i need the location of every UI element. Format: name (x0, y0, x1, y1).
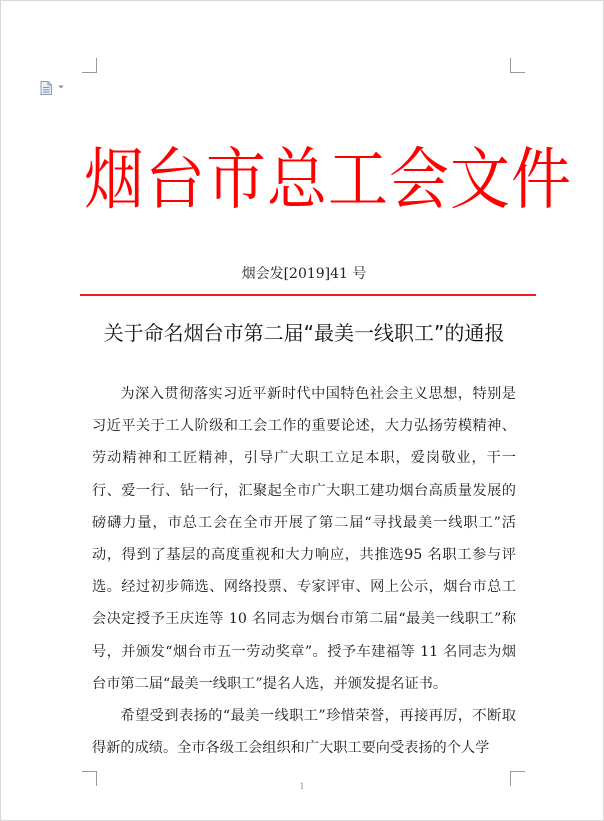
document-header-title: 烟台市总工会文件 (84, 140, 572, 220)
body-paragraph: 为深入贯彻落实习近平新时代中国特色社会主义思想，特别是习近平关于工人阶级和工会工作的重要论述，大力弘扬劳模精神、劳动精神和工匠精神，引导广大职工立足本职，爱岗敬业，干一行、爱一行、钻一行，汇聚起全市广大职工建功烟台高质量发展的磅礴力量，市总工会在全市开展了第二届“寻找最美一线职工”活动，得到了基层的高度重视和大力响应，共推选95 名职工参与评选。经过初步筛选、网络投票、专家评审、网上公示，烟台市总工会决定授予王庆连等 10 名同志为烟台市第二届“最美一线职工”称号，并颁发“烟台市五一劳动奖章”。授予车建福等 11 名同志为烟台市第二届“最美一线职工”提名人选，并颁发提名证书。 (92, 386, 516, 692)
crop-mark-bottom-left (82, 771, 97, 786)
crop-mark-top-left (82, 58, 97, 73)
chevron-down-icon[interactable] (58, 84, 64, 90)
document-number: 烟会发[2019]41 号 (241, 266, 367, 282)
page-number: 1 (299, 782, 305, 791)
notice-title: 关于命名烟台市第二届“最美一线职工”的通报 (103, 321, 505, 345)
crop-mark-bottom-right (510, 771, 525, 786)
body-paragraph: 希望受到表扬的“最美一线职工”珍惜荣誉，再接再厉，不断取得新的成绩。全市各级工会组织和广大职工要向受表扬的个人学 (92, 708, 516, 757)
notice-body (92, 378, 516, 764)
crop-mark-top-right (510, 58, 525, 73)
document-icon[interactable] (40, 81, 52, 95)
red-divider (80, 294, 536, 296)
